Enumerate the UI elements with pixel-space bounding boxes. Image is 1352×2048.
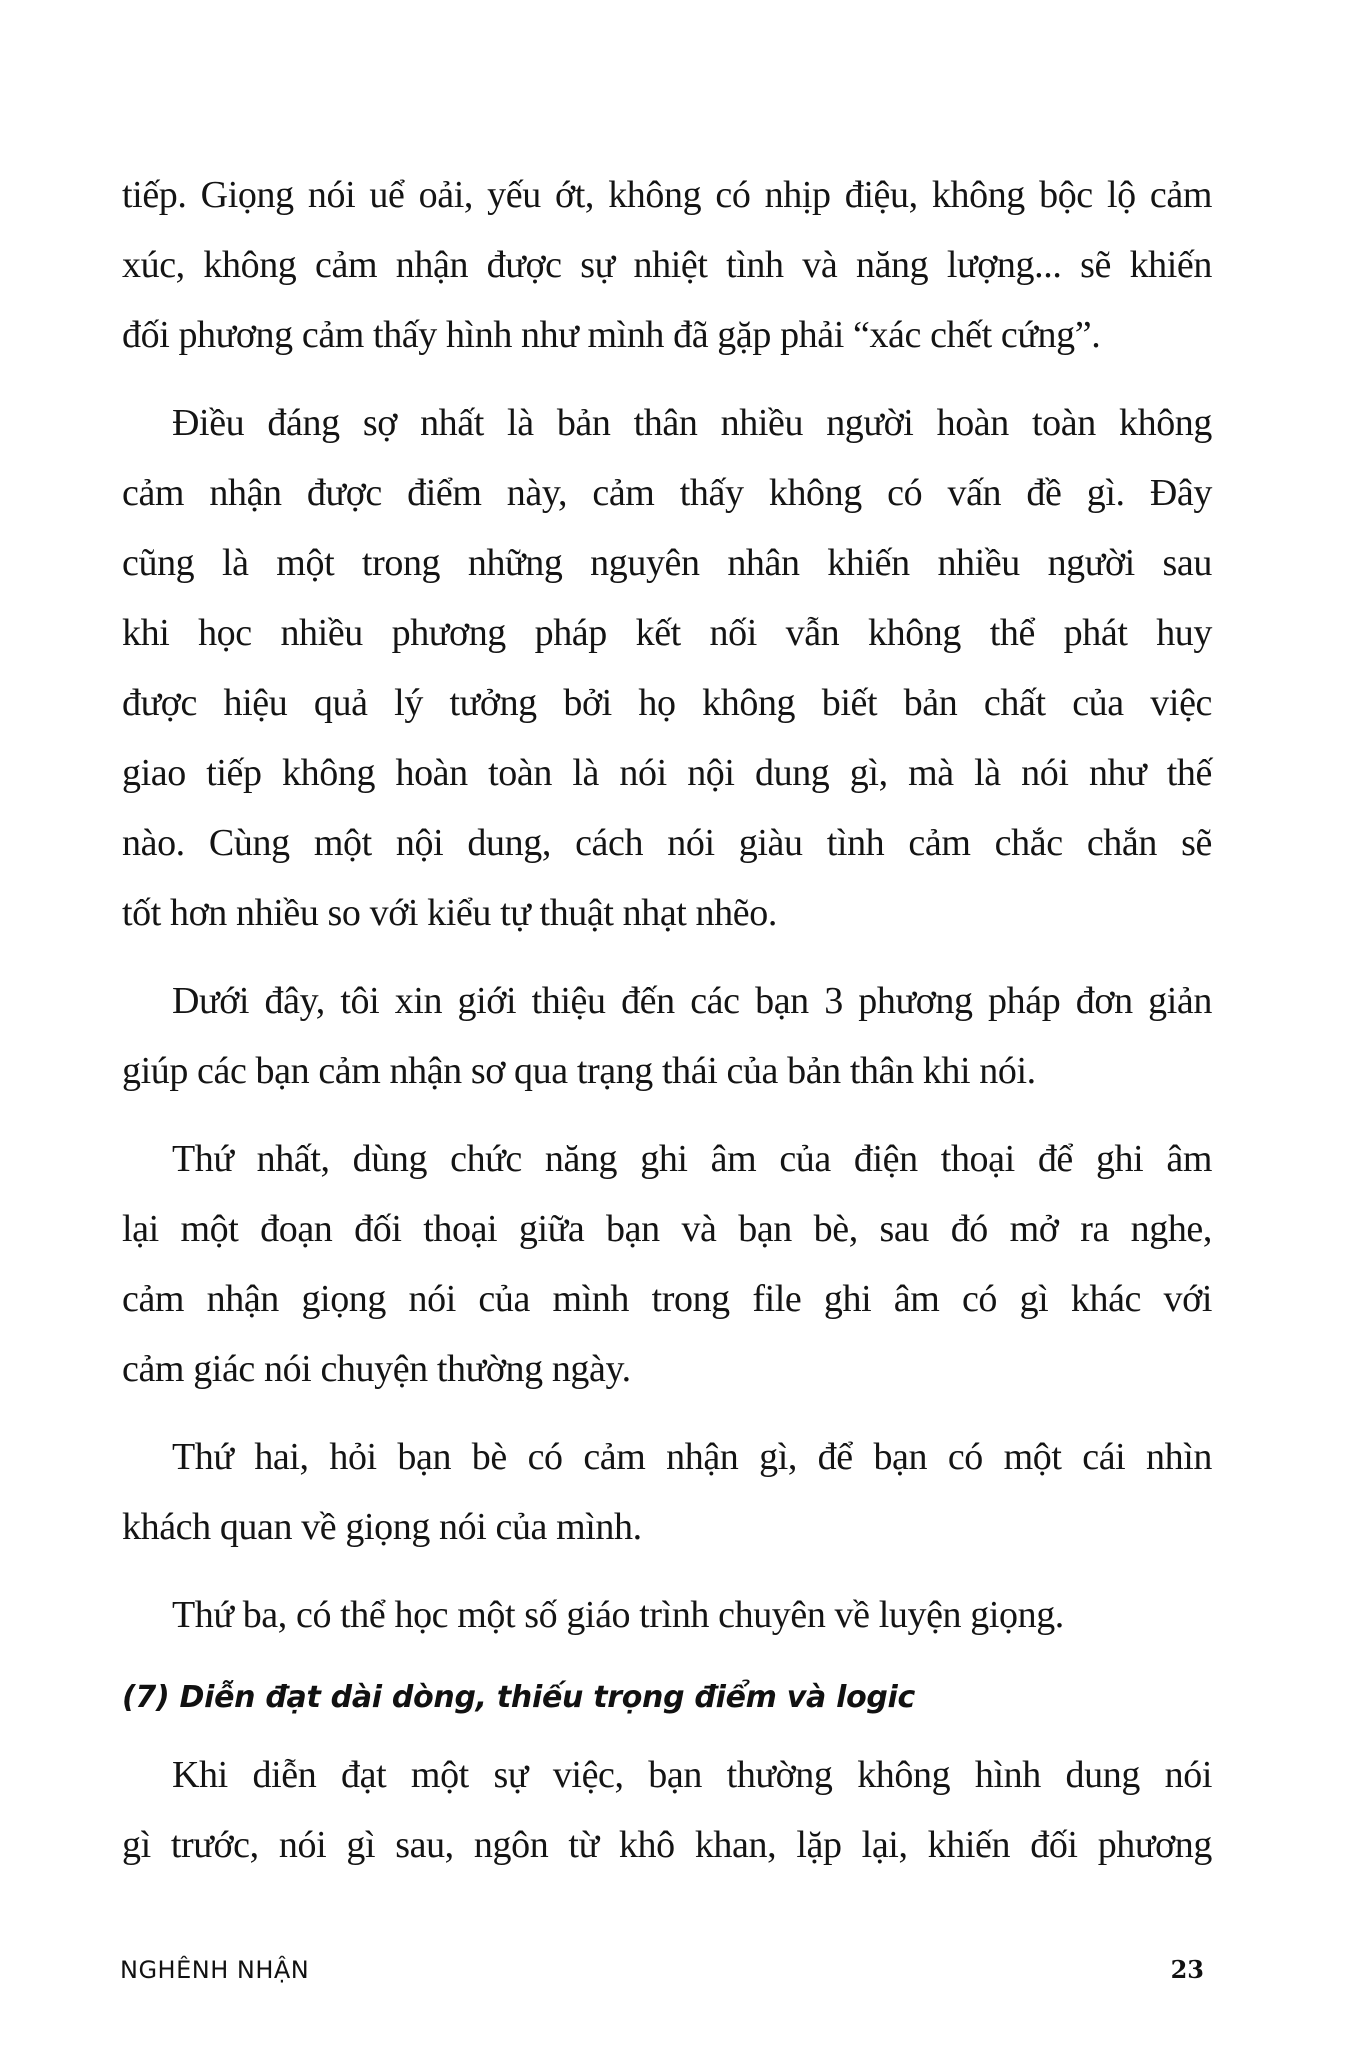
text-line: giao tiếp không hoàn toàn là nói nội dung gì, mà là nói như thế [122,752,1212,794]
text-line: giúp các bạn cảm nhận sơ qua trạng thái của bản thân khi nói. [122,1050,1036,1092]
section-heading: (7) Diễn đạt dài dòng, thiếu trọng điểm và logic [122,1680,916,1715]
paragraph [122,966,1212,1106]
text-line: tốt hơn nhiều so với kiểu tự thuật nhạt nhẽo. [122,892,777,934]
text-line: đối phương cảm thấy hình như mình đã gặp phải “xác chết cứng”. [122,314,1101,356]
text-line: gì trước, nói gì sau, ngôn từ khô khan, lặp lại, khiến đối phương [122,1824,1212,1866]
text-line: cảm nhận được điểm này, cảm thấy không có vấn đề gì. Đây [122,472,1212,514]
text-line: cảm nhận giọng nói của mình trong file ghi âm có gì khác với [122,1278,1212,1320]
page-number: 23 [1170,1955,1204,1984]
paragraph [122,388,1212,948]
text-line: cũng là một trong những nguyên nhân khiến nhiều người sau [122,542,1212,584]
text-line: cảm giác nói chuyện thường ngày. [122,1348,631,1390]
paragraph [122,1740,1212,1880]
text-line: Thứ nhất, dùng chức năng ghi âm của điện thoại để ghi âm [172,1138,1212,1180]
page-footer [120,1955,1204,1984]
paragraph [122,1580,1212,1650]
paragraph [122,1124,1212,1404]
running-title: NGHÊNH NHẬN [120,1956,310,1984]
text-line: Dưới đây, tôi xin giới thiệu đến các bạn 3 phương pháp đơn giản [172,980,1212,1022]
text-line: được hiệu quả lý tưởng bởi họ không biết bản chất của việc [122,682,1212,724]
text-line: xúc, không cảm nhận được sự nhiệt tình và năng lượng... sẽ khiến [122,244,1212,286]
text-line: khi học nhiều phương pháp kết nối vẫn không thể phát huy [122,612,1212,654]
text-line: tiếp. Giọng nói uể oải, yếu ớt, không có nhịp điệu, không bộc lộ cảm [122,174,1212,216]
text-line: Khi diễn đạt một sự việc, bạn thường không hình dung nói [172,1754,1212,1796]
paragraph [122,1422,1212,1562]
text-line: Thứ hai, hỏi bạn bè có cảm nhận gì, để bạn có một cái nhìn [172,1436,1212,1478]
paragraph-continuation [122,160,1212,370]
text-line: Thứ ba, có thể học một số giáo trình chuyên về luyện giọng. [172,1594,1064,1636]
text-line: nào. Cùng một nội dung, cách nói giàu tình cảm chắc chắn sẽ [122,822,1212,864]
text-line: Điều đáng sợ nhất là bản thân nhiều người hoàn toàn không [172,402,1212,444]
text-line: lại một đoạn đối thoại giữa bạn và bạn bè, sau đó mở ra nghe, [122,1208,1212,1250]
book-page [122,160,1212,1898]
text-line: khách quan về giọng nói của mình. [122,1506,642,1548]
